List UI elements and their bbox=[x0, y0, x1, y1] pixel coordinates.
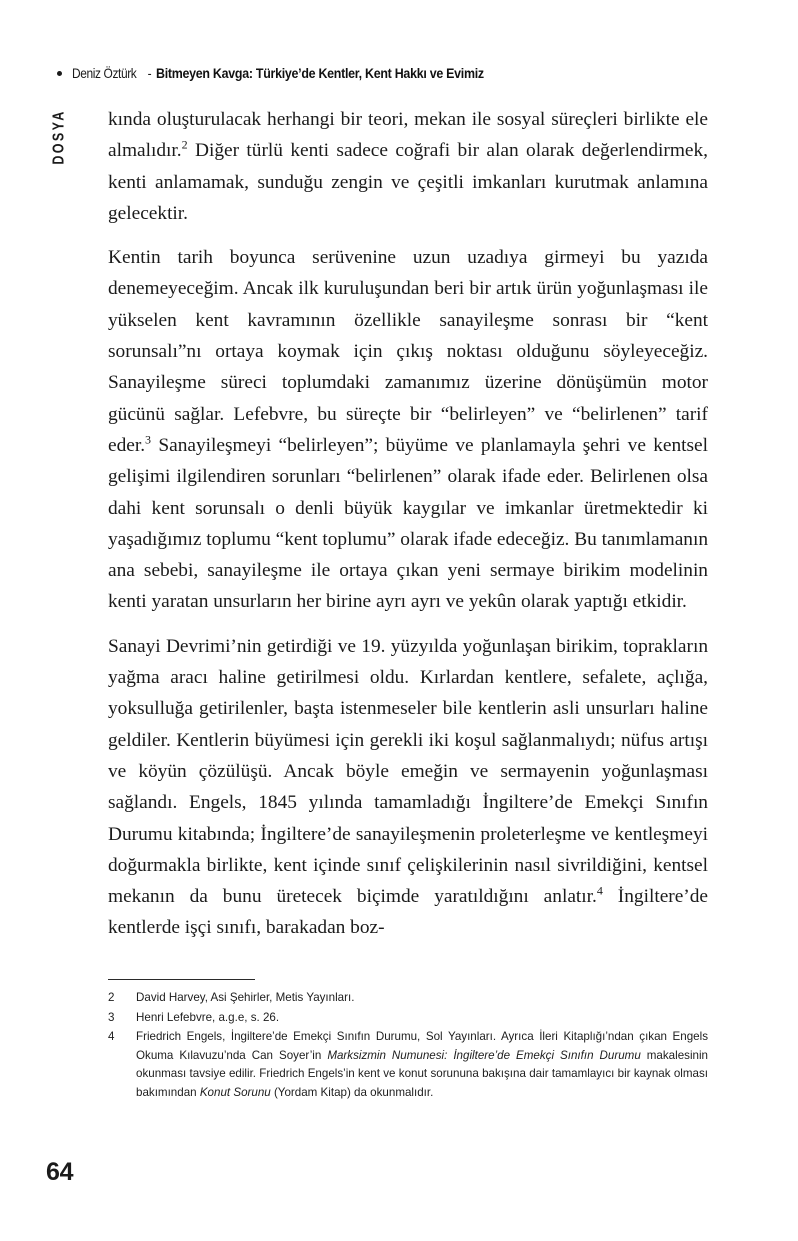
section-tab bbox=[44, 100, 74, 190]
header-article-title: Bitmeyen Kavga: Türkiye’de Kentler, Kent Hakkı ve Evimiz bbox=[155, 65, 484, 81]
footnote-number: 2 bbox=[108, 991, 115, 1004]
body-text-column bbox=[108, 104, 708, 944]
footnote-item bbox=[108, 1009, 708, 1028]
header-author-name: Deniz Öztürk bbox=[72, 65, 137, 81]
paragraph-text-cont: İngiltere’de kentlerde işçi sınıfı, barakadan boz- bbox=[108, 886, 709, 939]
paragraph-text-cont: Diğer türlü kenti sadece coğrafi bir alan olarak değerlendirmek, kenti anlamamak, sunduğu zengin ve çeşitli imkanları kurutmak anlamına gelecektir. bbox=[108, 140, 708, 224]
footnote-marker[interactable]: 3 bbox=[145, 432, 152, 447]
paragraph bbox=[108, 631, 708, 944]
footnote-text: Henri Lefebvre, a.g.e, s. 26. bbox=[136, 1010, 280, 1024]
footnote-text: Friedrich Engels, İngiltere’de Emekçi Sınıfın Durumu, Sol Yayınları. Ayrıca İleri Kitaplığı’ndan çıkan Engels Okuma Kılavuzu’nda Can Soyer’in Marksizmin Numunesi: İngiltere’de Emekçi Sınıfın Durumu makalesinin okunması tavsiye edilir. Friedrich Engels’in kent ve konut sorununa bakışına dair tamamlayıcı bir kaynak olması bakımından Konut Sorunu (Yordam Kitap) da okunmalıdır. bbox=[136, 1030, 708, 1099]
paragraph-text-cont: Sanayileşmeyi “belirleyen”; büyüme ve planlamayla şehri ve kentsel gelişimi ilgilendiren sorunları “belirlenen” olarak ifade eder. Belirlenen olsa dahi kent sorunsalı o denli büyük kaygılar ve imkanlar üretmektedir ki yaşadığımız toplumu “kent toplumu” olarak ifade edeceğiz. Bu tanımlamanın ana sebebi, sanayileşme ile ortaya çıkan yeni sermaye birikim modelinin kenti yaratan unsurların her birine ayrı ayrı ve yekûn olarak yaptığı etkidir. bbox=[108, 434, 709, 613]
footnote-separator-rule bbox=[108, 979, 255, 980]
footnote-text: David Harvey, Asi Şehirler, Metis Yayınları. bbox=[136, 991, 355, 1004]
section-tab-label: DOSYA bbox=[50, 109, 68, 165]
paragraph-text: kında oluşturulacak herhangi bir teori, mekan ile sosyal süreçleri birlikte ele almalıdır. bbox=[108, 109, 708, 162]
paragraph bbox=[108, 104, 708, 229]
footnote-number: 3 bbox=[108, 1010, 115, 1024]
paragraph-text: Kentin tarih boyunca serüvenine uzun uzadıya girmeyi bu yazıda denemeyeceğim. Ancak ilk kuruluşundan beri bir artık ürün yoğunlaşması ile yükselen kent kavramının özellikle sanayileşme sonrası bir “kent sorunsalı”nı ortaya koymak için çıkış noktası olduğunu söyleyeceğiz. Sanayileşme süreci toplumdaki zamanımız üzerine dönüşümün motor gücünü sağlar. Lefebvre, bu süreçte bir “belirleyen” ve “belirlenen” tarif eder. bbox=[108, 247, 708, 456]
paragraph bbox=[108, 242, 708, 618]
footnote-marker[interactable]: 2 bbox=[181, 137, 188, 152]
footnote-number: 4 bbox=[108, 1030, 115, 1044]
page-number: 64 bbox=[46, 1158, 74, 1186]
running-header bbox=[57, 62, 717, 84]
footnotes-section bbox=[108, 979, 708, 1104]
header-separator: - bbox=[147, 65, 152, 81]
footnote-item bbox=[108, 989, 708, 1008]
footnote-item bbox=[108, 1028, 708, 1102]
bullet-point-icon bbox=[57, 71, 62, 76]
footnote-marker[interactable]: 4 bbox=[596, 883, 603, 898]
paragraph-text: Sanayi Devrimi’nin getirdiği ve 19. yüzyılda yoğunlaşan birikim, toprakların yağma aracı haline getirilmesi oldu. Kırlardan kentlere, sefalete, açlığa, yoksulluğa getirilenler, başta istenmeseler bile kentlerin asli unsurları haline geldiler. Kentlerin büyümesi için gerekli iki koşul sağlanmalıydı; nüfus artışı ve köyün çözülüşü. Ancak böyle emeğin ve sermayenin yoğunlaşması sağlandı. Engels, 1845 yılında tamamladığı İngiltere’de Emekçi Sınıfın Durumu kitabında; İngiltere’de sanayileşmenin proleterleşme ve kentleşmeyi doğurmakla birlikte, kent içinde sınıf çelişkilerinin nasıl sivrildiğini, kentsel mekanın da bunu üretecek biçimde yaratıldığını anlatır. bbox=[108, 635, 708, 908]
